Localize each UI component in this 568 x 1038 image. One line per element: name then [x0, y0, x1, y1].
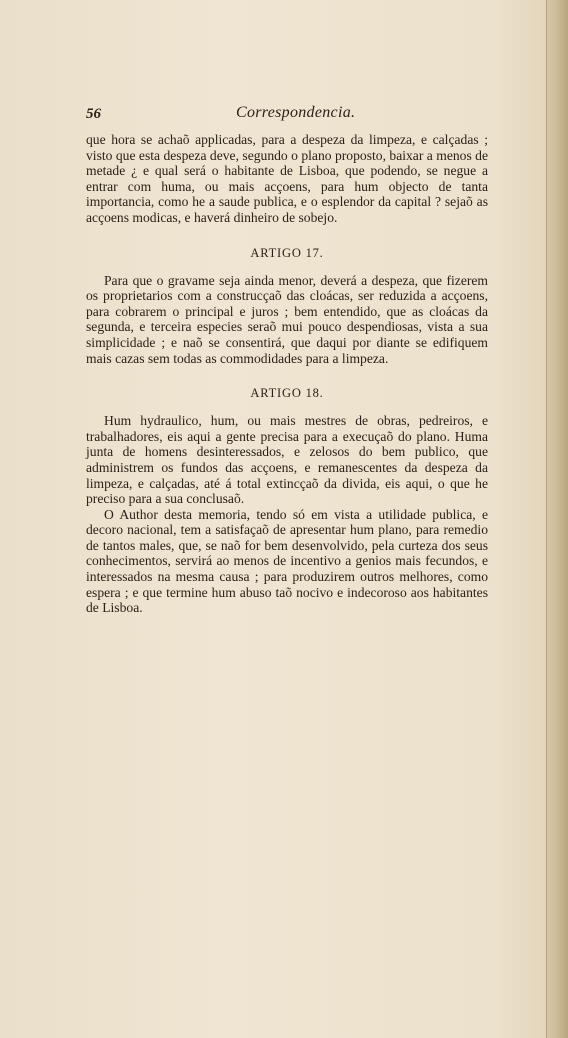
page-edge	[546, 0, 547, 1038]
heading-artigo-17: ARTIGO 17.	[250, 245, 324, 260]
page-gutter-shadow	[546, 0, 568, 1038]
running-title: Correspondencia.	[236, 104, 356, 121]
page-number: 56	[86, 106, 101, 122]
paragraph-author-conclusion: O Author desta memoria, tendo só em vista a utilidade publica, e decoro nacional, tem a satisfaçaõ de apresentar hum plano, para remedio de tantos males, que, se naõ for bem desenvolvido, pela curteza dos seus conhecimentos, servirá ao menos de incentivo a genios mais fecundos, e interessados na mesma causa ; para produzirem outros melhores, como espera ; e que termine hum abuso taõ nocivo e indecoroso aos habitantes de Lisboa.	[86, 506, 488, 616]
page-text-block	[86, 100, 488, 616]
heading-artigo-18: ARTIGO 18.	[250, 386, 324, 401]
page-header	[86, 100, 488, 126]
paragraph-artigo-18: Hum hydraulico, hum, ou mais mestres de obras, pedreiros, e trabalhadores, eis aqui a gente precisa para a execuçaõ do plano. Huma junta de homens desinteressados, e zelosos do bem publico, que administrem os fundos das acçoens, e remanescentes da despeza da limpeza, e calçadas, até á total extincçaõ da divida, eis aqui, o que he preciso para a sua conclusaõ.	[86, 413, 488, 507]
paragraph-artigo-17: Para que o gravame seja ainda menor, deverá a despeza, que fizerem os proprietarios com a construcçaõ das cloácas, ser reduzida a acçoens, para cobrarem o principal e juros ; bem entendido, que as cloácas da segunda, e terceira especies seraõ mui pouco despendiosas, vista a sua simplicidade ; e naõ se consentirá, que daqui por diante se edifiquem mais cazas sem todas as commodidades para a limpeza.	[86, 272, 488, 366]
paragraph-continuation: que hora se achaõ applicadas, para a despeza da limpeza, e calçadas ; visto que esta despeza deve, segundo o plano proposto, baixar a menos de metade ¿ e qual será o habitante de Lisboa, que podendo, se negue a entrar com huma, ou mais acçoens, para hum objecto de tanta importancia, como he a saude publica, e o esplendor da capital ? sejaõ as acçoens modicas, e haverá dinheiro de sobejo.	[86, 132, 488, 225]
